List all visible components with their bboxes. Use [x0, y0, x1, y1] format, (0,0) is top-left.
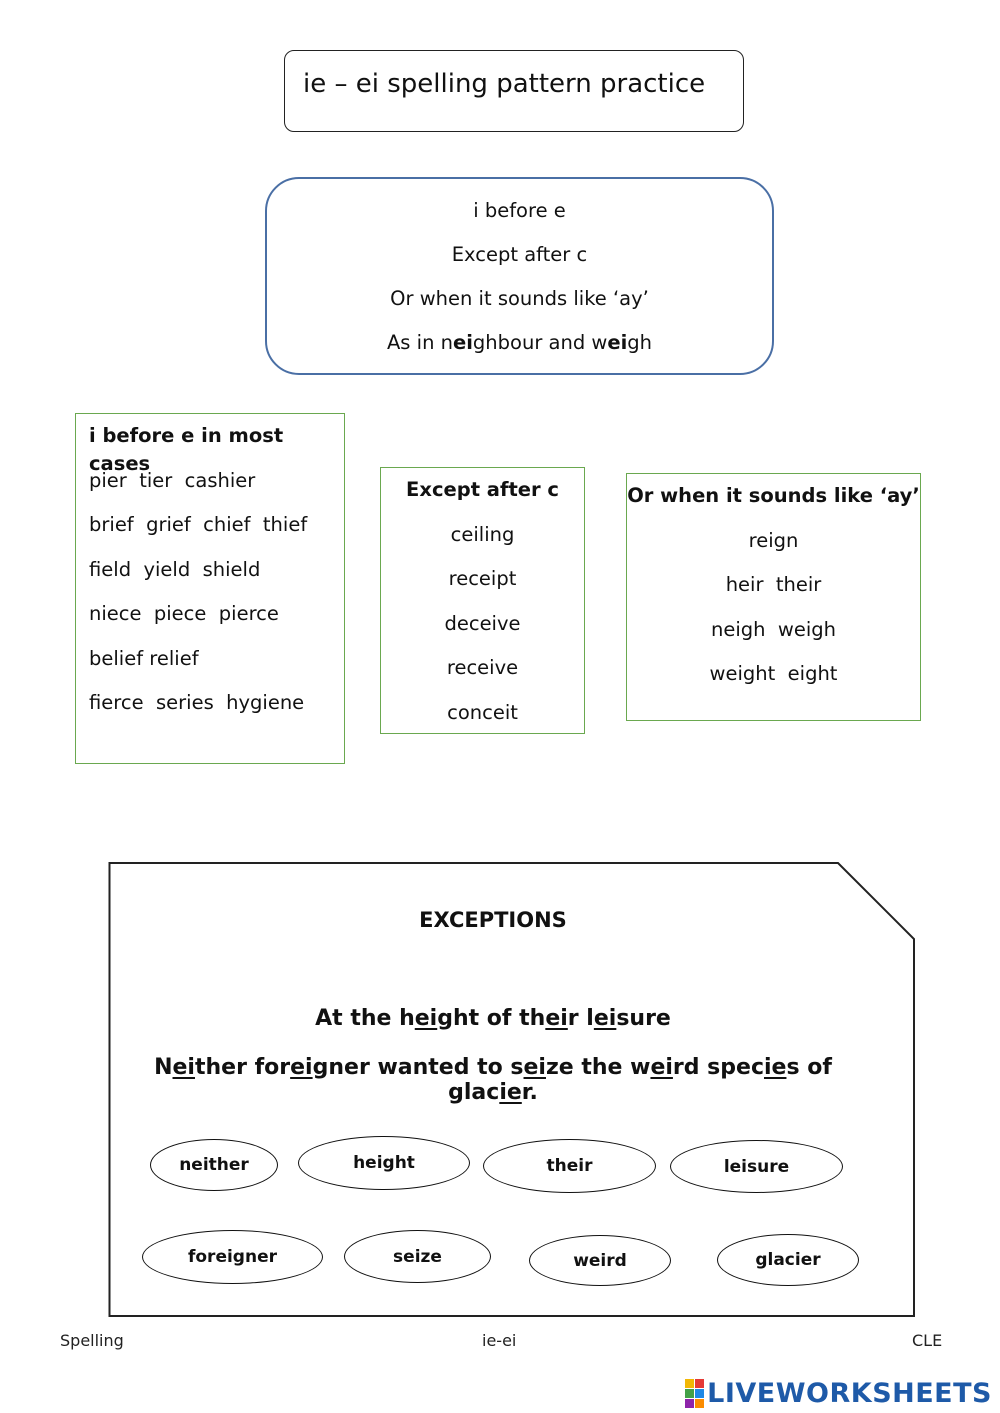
sentence-text: s of glac — [448, 1055, 832, 1105]
rule-line-2: Except after c — [451, 243, 588, 266]
underlined-letters: ie — [763, 1055, 787, 1080]
underlined-letters: ei — [414, 1006, 438, 1031]
rule-line-1: i before e — [473, 199, 566, 222]
footer-center: ie-ei — [482, 1331, 517, 1350]
rule-line-4-prefix: As in n — [386, 331, 453, 354]
sentence-text: r l — [567, 1006, 594, 1031]
word-oval-glacier[interactable]: glacier — [717, 1234, 859, 1286]
box-sounds-like-ay-line: reign — [748, 528, 799, 552]
word-oval-weird[interactable]: weird — [529, 1235, 671, 1286]
sentence-text: ght of th — [437, 1006, 546, 1031]
box-sounds-like-ay-line: neigh weigh — [710, 617, 836, 641]
sentence-text: gner wanted to s — [312, 1055, 524, 1080]
box-sounds-like-ay-line: heir their — [725, 573, 822, 596]
underlined-letters: ei — [290, 1055, 313, 1080]
liveworksheets-wordmark: LIVEWORKSHEETS — [707, 1377, 992, 1409]
rule-line-4-suffix: gh — [627, 331, 653, 354]
box-except-after-c-line: deceive — [444, 611, 521, 635]
box-sounds-like-ay-heading: Or when it sounds like ‘ay’ — [627, 484, 920, 507]
box-i-before-e-line: pier tier cashier — [89, 468, 256, 492]
box-i-before-e-line: field yield shield — [89, 557, 261, 581]
underlined-letters: ei — [523, 1055, 546, 1080]
underlined-letters: ei — [593, 1006, 617, 1031]
underlined-letters: ei — [650, 1055, 673, 1080]
word-oval-their[interactable]: their — [483, 1139, 656, 1193]
box-i-before-e-line: brief grief chief thief — [89, 513, 308, 536]
box-i-before-e-line: belief relief — [89, 646, 199, 670]
box-except-after-c-line: ceiling — [450, 522, 515, 546]
word-oval-height[interactable]: height — [298, 1136, 470, 1190]
underlined-letters: ie — [499, 1080, 522, 1105]
box-except-after-c-line: conceit — [447, 700, 518, 724]
title-box — [284, 50, 744, 132]
sentence-text: sure — [616, 1006, 671, 1031]
sentence-text: N — [154, 1055, 173, 1080]
exceptions-sentence-1 — [108, 1006, 878, 1031]
box-except-after-c-line: receive — [446, 656, 519, 679]
box-i-before-e — [75, 413, 345, 764]
exceptions-title: EXCEPTIONS — [419, 908, 567, 932]
liveworksheets-logo[interactable] — [685, 1376, 992, 1410]
sentence-text: r. — [521, 1080, 538, 1105]
sentence-text: ze the w — [545, 1055, 651, 1080]
box-i-before-e-line: fierce series hygiene — [89, 691, 305, 714]
liveworksheets-cube-icon — [685, 1379, 704, 1408]
rule-line-4 — [387, 329, 652, 373]
box-i-before-e-heading: i before e in most cases — [89, 424, 284, 475]
underlined-letters: ei — [172, 1055, 195, 1080]
footer-left: Spelling — [60, 1331, 124, 1350]
word-oval-seize[interactable]: seize — [344, 1230, 491, 1283]
rule-box — [265, 177, 774, 375]
footer-right: CLE — [912, 1331, 943, 1350]
box-except-after-c — [380, 467, 585, 734]
rule-line-4-mid: ghbour and w — [472, 331, 608, 354]
box-sounds-like-ay-line: weight eight — [709, 662, 838, 685]
page-title: ie – ei spelling pattern practice — [303, 69, 706, 99]
box-sounds-like-ay — [626, 473, 921, 721]
word-oval-foreigner[interactable]: foreigner — [142, 1230, 323, 1284]
rule-line-4-bold-2: ei — [607, 331, 628, 354]
word-oval-leisure[interactable]: leisure — [670, 1140, 843, 1193]
sentence-text: ther for — [194, 1055, 291, 1080]
word-oval-neither[interactable]: neither — [150, 1139, 278, 1191]
box-except-after-c-heading: Except after c — [406, 478, 559, 501]
sentence-text: At the h — [315, 1006, 415, 1031]
box-i-before-e-line: niece piece pierce — [89, 602, 279, 625]
rule-line-3: Or when it sounds like ‘ay’ — [390, 287, 649, 310]
exceptions-sentence-2 — [108, 1055, 878, 1105]
underlined-letters: ei — [545, 1006, 568, 1031]
rule-line-4-bold-1: ei — [453, 331, 473, 354]
box-except-after-c-line: receipt — [448, 567, 517, 590]
sentence-text: rd spec — [672, 1055, 764, 1080]
